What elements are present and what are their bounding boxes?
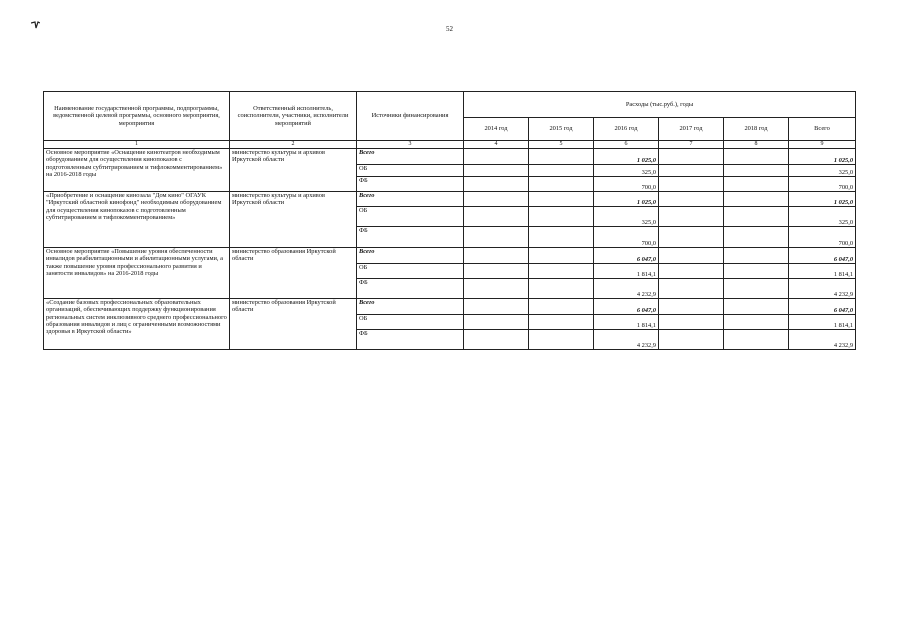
amount-total: 1 025,0 (789, 192, 856, 207)
amount-2016: 1 814,1 (594, 264, 659, 279)
header-year: 2014 год (464, 118, 529, 141)
header-year: 2017 год (659, 118, 724, 141)
amount-2014 (464, 177, 529, 192)
activity-name: Основное мероприятие «Оснащение кинотеатров необходимым оборудованием для осуществления кинопоказов с подготовленным субтитрированием и тифлокомментированием» на 2016-2018 годы (44, 149, 230, 192)
amount-2015 (529, 149, 594, 165)
amount-2017 (659, 264, 724, 279)
amount-2017 (659, 165, 724, 177)
amount-2015 (529, 248, 594, 264)
amount-total: 1 814,1 (789, 264, 856, 279)
amount-2016: 700,0 (594, 227, 659, 248)
source-label: Всего (357, 248, 464, 264)
source-label: ФБ (357, 279, 464, 299)
amount-2014 (464, 330, 529, 350)
amount-2015 (529, 330, 594, 350)
amount-2016: 6 047,0 (594, 248, 659, 264)
column-number: 9 (789, 141, 856, 149)
source-label: ФБ (357, 177, 464, 192)
amount-2014 (464, 227, 529, 248)
amount-2015 (529, 177, 594, 192)
amount-2014 (464, 299, 529, 315)
activity-name: Основное мероприятие «Повышение уровня обеспеченности инвалидов реабилитационными и абилитационными услугами, а также повышение уровня профессионального развития и занятости инвалидов» на 2016-2018 годы (44, 248, 230, 299)
amount-2018 (724, 264, 789, 279)
amount-total: 700,0 (789, 227, 856, 248)
amount-2017 (659, 248, 724, 264)
source-label: Всего (357, 192, 464, 207)
amount-2018 (724, 177, 789, 192)
source-label: ОБ (357, 207, 464, 227)
amount-2014 (464, 279, 529, 299)
responsible-executor: министерство образования Иркутской области (230, 299, 357, 350)
amount-2015 (529, 207, 594, 227)
amount-2017 (659, 192, 724, 207)
amount-total: 4 232,9 (789, 279, 856, 299)
table-row (44, 299, 856, 315)
source-label: Всего (357, 299, 464, 315)
amount-2016: 325,0 (594, 165, 659, 177)
amount-2015 (529, 299, 594, 315)
amount-2017 (659, 207, 724, 227)
amount-2014 (464, 207, 529, 227)
amount-2018 (724, 192, 789, 207)
amount-total: 4 232,9 (789, 330, 856, 350)
header-total: Всего (789, 118, 856, 141)
amount-total: 1 025,0 (789, 149, 856, 165)
header-name: Наименование государственной программы, подпрограммы, ведомственной целевой программы, основного мероприятия, мероприятия (44, 92, 230, 141)
column-number: 5 (529, 141, 594, 149)
responsible-executor: министерство образования Иркутской области (230, 248, 357, 299)
header-year: 2016 год (594, 118, 659, 141)
amount-2014 (464, 264, 529, 279)
amount-2016: 6 047,0 (594, 299, 659, 315)
amount-total: 325,0 (789, 165, 856, 177)
amount-2018 (724, 165, 789, 177)
amount-2017 (659, 149, 724, 165)
amount-2017 (659, 227, 724, 248)
activity-name: «Создание базовых профессиональных образовательных организаций, обеспечивающих поддержку функционирования региональных систем инклюзивного среднего профессионального образования инвалидов и лиц с ограниченными возможностями здоровья в Иркутской области» (44, 299, 230, 350)
amount-2016: 1 025,0 (594, 149, 659, 165)
amount-total: 6 047,0 (789, 299, 856, 315)
amount-2017 (659, 299, 724, 315)
header-responsible: Ответственный исполнитель, соисполнители, участники, исполнители мероприятий (230, 92, 357, 141)
responsible-executor: министерство культуры и архивов Иркутской области (230, 192, 357, 248)
source-label: Всего (357, 149, 464, 165)
table-row (44, 248, 856, 264)
amount-2016: 1 025,0 (594, 192, 659, 207)
amount-total: 325,0 (789, 207, 856, 227)
column-number: 6 (594, 141, 659, 149)
amount-2014 (464, 149, 529, 165)
amount-2018 (724, 227, 789, 248)
amount-2017 (659, 330, 724, 350)
column-number: 8 (724, 141, 789, 149)
source-label: ОБ (357, 264, 464, 279)
page-number: 52 (446, 25, 453, 33)
amount-2018 (724, 207, 789, 227)
table-row (44, 192, 856, 207)
header-year: 2018 год (724, 118, 789, 141)
amount-2016: 700,0 (594, 177, 659, 192)
source-label: ФБ (357, 227, 464, 248)
source-label: ОБ (357, 315, 464, 330)
column-number: 2 (230, 141, 357, 149)
amount-total: 700,0 (789, 177, 856, 192)
source-label: ОБ (357, 165, 464, 177)
amount-2016: 4 232,9 (594, 330, 659, 350)
amount-2014 (464, 165, 529, 177)
table-row (44, 149, 856, 165)
source-label: ФБ (357, 330, 464, 350)
amount-2018 (724, 315, 789, 330)
budget-table (43, 91, 856, 350)
amount-total: 1 814,1 (789, 315, 856, 330)
column-number: 1 (44, 141, 230, 149)
amount-2015 (529, 227, 594, 248)
amount-2016: 325,0 (594, 207, 659, 227)
column-number: 4 (464, 141, 529, 149)
amount-2015 (529, 192, 594, 207)
amount-2017 (659, 279, 724, 299)
header-source: Источники финансирования (357, 92, 464, 141)
amount-total: 6 047,0 (789, 248, 856, 264)
amount-2015 (529, 279, 594, 299)
column-number: 7 (659, 141, 724, 149)
amount-2014 (464, 315, 529, 330)
amount-2015 (529, 165, 594, 177)
responsible-executor: министерство культуры и архивов Иркутской области (230, 149, 357, 192)
amount-2018 (724, 149, 789, 165)
header-year: 2015 год (529, 118, 594, 141)
amount-2014 (464, 248, 529, 264)
amount-2018 (724, 299, 789, 315)
amount-2014 (464, 192, 529, 207)
amount-2018 (724, 279, 789, 299)
amount-2015 (529, 315, 594, 330)
column-number: 3 (357, 141, 464, 149)
amount-2017 (659, 177, 724, 192)
amount-2018 (724, 248, 789, 264)
amount-2017 (659, 315, 724, 330)
amount-2018 (724, 330, 789, 350)
amount-2015 (529, 264, 594, 279)
amount-2016: 1 814,1 (594, 315, 659, 330)
scan-artifact-mark (31, 21, 40, 29)
amount-2016: 4 232,9 (594, 279, 659, 299)
activity-name: «Приобретение и оснащение кинозала "Дом кино" ОГАУК "Иркутский областной кинофонд" необходимым оборудованием для осуществления кинопоказов с подготовленным субтитрированием и тифлокомментированием» (44, 192, 230, 248)
header-expenses: Расходы (тыс.руб.), годы (464, 92, 856, 118)
